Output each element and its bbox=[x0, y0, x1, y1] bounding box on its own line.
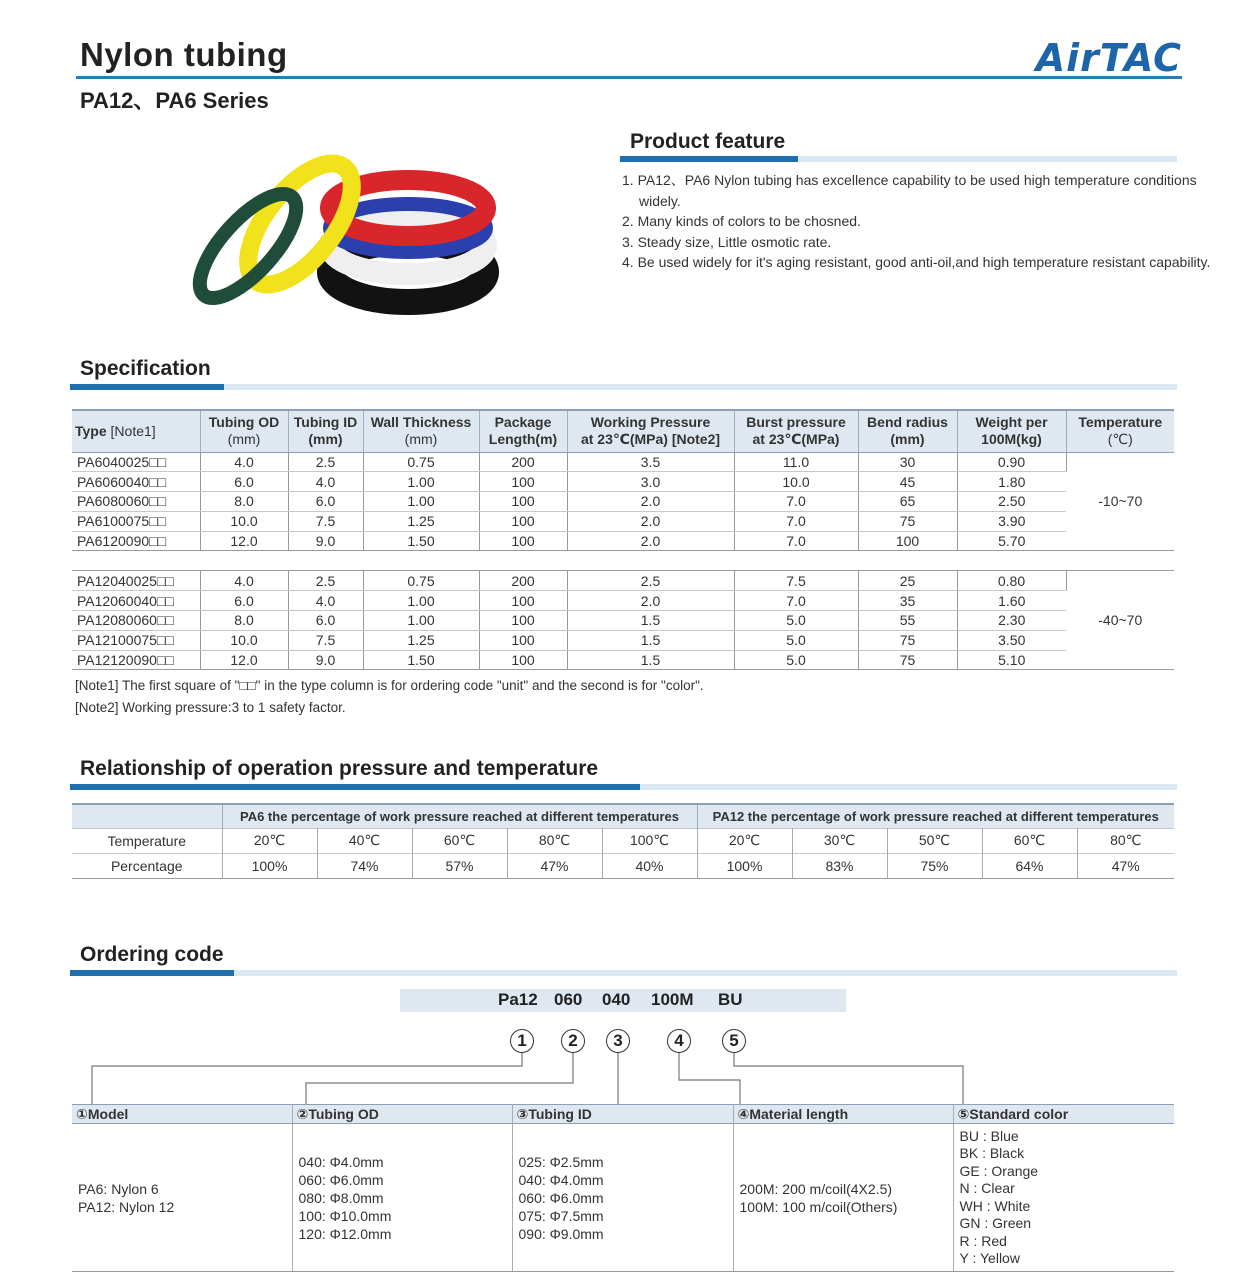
spec-cell: 75 bbox=[858, 630, 957, 650]
spec-cell: 6.0 bbox=[288, 611, 363, 631]
brand-logo: AirTAC bbox=[1035, 36, 1182, 80]
spec-cell: 7.0 bbox=[734, 531, 858, 551]
pa12-temp-cell: 80℃ bbox=[1077, 828, 1174, 853]
ordering-bar bbox=[70, 970, 1177, 976]
spec-cell: 1.5 bbox=[567, 630, 734, 650]
pa12-pct-cell: 64% bbox=[982, 853, 1077, 878]
spec-cell: 3.50 bbox=[957, 630, 1066, 650]
code-part-od: 060 bbox=[554, 990, 583, 1009]
spec-type-cell: PA12080060□□ bbox=[72, 611, 200, 631]
length-cell bbox=[733, 1124, 953, 1272]
pa6-header: PA6 the percentage of work pressure reached at different temperatures bbox=[222, 804, 697, 828]
ordering-header-row bbox=[72, 1105, 1174, 1124]
col-wall: Wall Thickness (mm) bbox=[363, 410, 479, 452]
spec-cell: 2.50 bbox=[957, 492, 1066, 512]
spec-row-pa6 bbox=[72, 452, 1174, 472]
spec-cell: 5.0 bbox=[734, 630, 858, 650]
spec-cell: 2.0 bbox=[567, 492, 734, 512]
spec-cell: 1.00 bbox=[363, 472, 479, 492]
spec-type-cell: PA12040025□□ bbox=[72, 571, 200, 591]
id-cell bbox=[512, 1124, 733, 1272]
spec-cell: 100 bbox=[479, 650, 567, 670]
spec-cell: 1.5 bbox=[567, 611, 734, 631]
spec-cell: 2.0 bbox=[567, 591, 734, 611]
code-part-length: 100M bbox=[651, 990, 694, 1009]
spec-cell: 1.00 bbox=[363, 492, 479, 512]
spec-cell: 12.0 bbox=[200, 531, 288, 551]
hdr-color: ⑤Standard color bbox=[953, 1105, 1174, 1124]
spec-cell: 2.30 bbox=[957, 611, 1066, 631]
specification-bar bbox=[70, 384, 1177, 390]
spec-type-cell: PA6100075□□ bbox=[72, 511, 200, 531]
col-weight: Weight per 100M(kg) bbox=[957, 410, 1066, 452]
spec-cell: 100 bbox=[479, 531, 567, 551]
relationship-heading: Relationship of operation pressure and temperature bbox=[80, 757, 599, 780]
spec-cell: 200 bbox=[479, 452, 567, 472]
spec-cell: 75 bbox=[858, 511, 957, 531]
pa12-temp-cell: 30℃ bbox=[792, 828, 887, 853]
ordering-heading: Ordering code bbox=[80, 943, 224, 966]
connector-2 bbox=[306, 1053, 573, 1104]
spec-cell: 2.0 bbox=[567, 511, 734, 531]
nylon-tubing-coils-image bbox=[170, 150, 500, 320]
ordering-table bbox=[72, 1104, 1174, 1272]
pa12-pct-cell: 75% bbox=[887, 853, 982, 878]
specification-table bbox=[72, 409, 1174, 670]
spec-cell: 8.0 bbox=[200, 492, 288, 512]
title-rule bbox=[76, 76, 1182, 79]
spec-notes bbox=[75, 675, 704, 719]
list-line: BK : Black bbox=[959, 1145, 1025, 1161]
pa6-temp-cell: 100℃ bbox=[602, 828, 697, 853]
spec-cell: 100 bbox=[479, 630, 567, 650]
spec-row-pa6 bbox=[72, 492, 1174, 512]
spec-cell: 6.0 bbox=[288, 492, 363, 512]
list-line: PA12: Nylon 12 bbox=[78, 1198, 175, 1215]
marker-2: 2 bbox=[561, 1029, 585, 1053]
product-feature-bar bbox=[620, 156, 1177, 162]
spec-cell: 100 bbox=[479, 611, 567, 631]
pa12-pct-cell: 83% bbox=[792, 853, 887, 878]
spec-cell: 45 bbox=[858, 472, 957, 492]
list-line: 100M: 100 m/coil(Others) bbox=[739, 1198, 898, 1215]
col-burst-pressure: Burst pressure at 23℃(MPa) bbox=[734, 410, 858, 452]
spec-cell: 4.0 bbox=[288, 591, 363, 611]
rel-temp-label: Temperature bbox=[72, 828, 222, 853]
list-line: 075: Φ7.5mm bbox=[518, 1207, 604, 1224]
marker-3: 3 bbox=[606, 1029, 630, 1053]
col-type: Type [Note1] bbox=[72, 410, 200, 452]
hdr-length: ④Material length bbox=[733, 1105, 953, 1124]
spec-cell: 5.0 bbox=[734, 650, 858, 670]
spec-cell: 75 bbox=[858, 650, 957, 670]
spec-type-cell: PA12060040□□ bbox=[72, 591, 200, 611]
spec-cell: 7.5 bbox=[288, 630, 363, 650]
spec-cell: 1.25 bbox=[363, 511, 479, 531]
feature-list bbox=[622, 170, 1212, 273]
spec-cell: 6.0 bbox=[200, 591, 288, 611]
spec-cell: 3.0 bbox=[567, 472, 734, 492]
marker-1: 1 bbox=[510, 1029, 534, 1053]
list-line: 100: Φ10.0mm bbox=[298, 1207, 392, 1224]
col-package: Package Length(m) bbox=[479, 410, 567, 452]
spec-row-pa6 bbox=[72, 472, 1174, 492]
rel-temperature-row bbox=[72, 828, 1174, 853]
spec-cell: 2.0 bbox=[567, 531, 734, 551]
spec-type-cell: PA6080060□□ bbox=[72, 492, 200, 512]
spec-cell: 1.60 bbox=[957, 591, 1066, 611]
model-cell bbox=[72, 1124, 292, 1272]
spec-cell: 2.5 bbox=[288, 452, 363, 472]
spec-cell: 1.50 bbox=[363, 531, 479, 551]
spec-cell: 100 bbox=[479, 511, 567, 531]
pa12-temp-cell: 50℃ bbox=[887, 828, 982, 853]
list-line: GE : Orange bbox=[959, 1162, 1039, 1179]
spec-body bbox=[72, 452, 1174, 670]
feature-item: 4. Be used widely for it's aging resistant, good anti-oil,and high temperature resistant capability. bbox=[622, 254, 1211, 270]
spec-cell: 0.75 bbox=[363, 452, 479, 472]
spec-cell: 6.0 bbox=[200, 472, 288, 492]
specification-heading: Specification bbox=[80, 357, 211, 380]
spec-cell: 10.0 bbox=[734, 472, 858, 492]
spec-type-cell: PA12120090□□ bbox=[72, 650, 200, 670]
note-2: [Note2] Working pressure:3 to 1 safety factor. bbox=[75, 700, 346, 715]
pa6-pct-cell: 47% bbox=[507, 853, 602, 878]
spec-cell: 11.0 bbox=[734, 452, 858, 472]
spec-cell: 4.0 bbox=[200, 452, 288, 472]
spec-cell: 7.0 bbox=[734, 511, 858, 531]
spec-cell: 0.75 bbox=[363, 571, 479, 591]
spec-temperature-cell: -10~70 bbox=[1066, 452, 1174, 551]
feature-item: 2. Many kinds of colors to be chosned. bbox=[622, 213, 861, 229]
color-cell bbox=[953, 1124, 1174, 1272]
spec-cell: 1.80 bbox=[957, 472, 1066, 492]
spec-cell: 5.0 bbox=[734, 611, 858, 631]
spec-type-cell: PA6060040□□ bbox=[72, 472, 200, 492]
hdr-od: ②Tubing OD bbox=[292, 1105, 512, 1124]
page-subtitle: PA12、PA6 Series bbox=[80, 88, 269, 113]
code-part-color: BU bbox=[718, 990, 743, 1009]
list-line: 060: Φ6.0mm bbox=[298, 1171, 384, 1188]
page-title: Nylon tubing bbox=[80, 36, 288, 73]
col-id: Tubing ID (mm) bbox=[288, 410, 363, 452]
spec-cell: 65 bbox=[858, 492, 957, 512]
pa12-header: PA12 the percentage of work pressure reached at different temperatures bbox=[697, 804, 1174, 828]
list-line: PA6: Nylon 6 bbox=[78, 1180, 159, 1197]
spec-cell: 0.80 bbox=[957, 571, 1066, 591]
col-temperature: Temperature (℃) bbox=[1066, 410, 1174, 452]
spec-cell: 1.25 bbox=[363, 630, 479, 650]
spec-cell: 5.10 bbox=[957, 650, 1066, 670]
marker-4: 4 bbox=[667, 1029, 691, 1053]
spec-cell: 200 bbox=[479, 571, 567, 591]
pa6-pct-cell: 57% bbox=[412, 853, 507, 878]
col-bend-radius: Bend radius (mm) bbox=[858, 410, 957, 452]
code-part-id: 040 bbox=[602, 990, 631, 1009]
hdr-model: ①Model bbox=[72, 1105, 292, 1124]
ordering-values-row bbox=[72, 1124, 1174, 1272]
spec-cell: 1.00 bbox=[363, 611, 479, 631]
product-feature-heading: Product feature bbox=[630, 130, 786, 153]
pa12-pct-cell: 47% bbox=[1077, 853, 1174, 878]
spec-cell: 3.90 bbox=[957, 511, 1066, 531]
spec-cell: 9.0 bbox=[288, 531, 363, 551]
list-line: BU : Blue bbox=[959, 1127, 1019, 1144]
spec-cell: 100 bbox=[479, 492, 567, 512]
spec-cell: 55 bbox=[858, 611, 957, 631]
pa12-pct-cell: 100% bbox=[697, 853, 792, 878]
spec-cell: 100 bbox=[858, 531, 957, 551]
spec-cell: 4.0 bbox=[200, 571, 288, 591]
hdr-id: ③Tubing ID bbox=[512, 1105, 733, 1124]
list-line: WH : White bbox=[959, 1197, 1031, 1214]
rel-header-row bbox=[72, 804, 1174, 828]
spec-row-pa12 bbox=[72, 630, 1174, 650]
spec-cell: 1.50 bbox=[363, 650, 479, 670]
ordering-connectors bbox=[0, 1050, 1252, 1106]
spec-type-cell: PA6120090□□ bbox=[72, 531, 200, 551]
spec-row-pa6 bbox=[72, 531, 1174, 551]
feature-item: 3. Steady size, Little osmotic rate. bbox=[622, 233, 832, 250]
spec-row-pa12 bbox=[72, 571, 1174, 591]
spec-row-pa12 bbox=[72, 591, 1174, 611]
pa12-temp-cell: 20℃ bbox=[697, 828, 792, 853]
rel-corner bbox=[72, 804, 222, 828]
connector-1 bbox=[92, 1053, 522, 1104]
code-part-model: Pa12 bbox=[498, 990, 538, 1009]
spec-temperature-cell: -40~70 bbox=[1066, 571, 1174, 670]
od-cell bbox=[292, 1124, 512, 1272]
spec-cell: 1.5 bbox=[567, 650, 734, 670]
list-line: 200M: 200 m/coil(4X2.5) bbox=[739, 1180, 893, 1197]
spec-row-pa12 bbox=[72, 650, 1174, 670]
spec-header-row bbox=[72, 410, 1174, 452]
pa12-temp-cell: 60℃ bbox=[982, 828, 1077, 853]
list-line: GN : Green bbox=[959, 1215, 1032, 1231]
spec-cell: 10.0 bbox=[200, 511, 288, 531]
connector-5 bbox=[734, 1053, 963, 1104]
spec-cell: 25 bbox=[858, 571, 957, 591]
pa6-temp-cell: 60℃ bbox=[412, 828, 507, 853]
spec-cell: 7.5 bbox=[734, 571, 858, 591]
spec-cell: 2.5 bbox=[288, 571, 363, 591]
spec-cell: 1.00 bbox=[363, 591, 479, 611]
spec-cell: 8.0 bbox=[200, 611, 288, 631]
list-line: R : Red bbox=[959, 1232, 1007, 1249]
col-working-pressure: Working Pressure at 23℃(MPa) [Note2] bbox=[567, 410, 734, 452]
list-line: 120: Φ12.0mm bbox=[298, 1225, 392, 1242]
list-line: 080: Φ8.0mm bbox=[298, 1189, 384, 1206]
spec-gap-row bbox=[72, 551, 1174, 571]
pa6-pct-cell: 100% bbox=[222, 853, 317, 878]
list-line: N : Clear bbox=[959, 1180, 1015, 1196]
spec-cell: 7.0 bbox=[734, 492, 858, 512]
list-line: 040: Φ4.0mm bbox=[518, 1171, 604, 1188]
spec-cell: 7.5 bbox=[288, 511, 363, 531]
pa6-pct-cell: 40% bbox=[602, 853, 697, 878]
spec-cell: 9.0 bbox=[288, 650, 363, 670]
spec-cell: 5.70 bbox=[957, 531, 1066, 551]
spec-cell: 7.0 bbox=[734, 591, 858, 611]
col-od: Tubing OD (mm) bbox=[200, 410, 288, 452]
spec-cell: 3.5 bbox=[567, 452, 734, 472]
spec-cell: 30 bbox=[858, 452, 957, 472]
pa6-temp-cell: 20℃ bbox=[222, 828, 317, 853]
marker-5: 5 bbox=[722, 1029, 746, 1053]
note-1: [Note1] The first square of "□□" in the type column is for ordering code "unit" and the second is for "color". bbox=[75, 678, 704, 693]
spec-cell: 10.0 bbox=[200, 630, 288, 650]
relationship-bar bbox=[70, 784, 1177, 790]
pa6-temp-cell: 40℃ bbox=[317, 828, 412, 853]
spec-type-cell: PA6040025□□ bbox=[72, 452, 200, 472]
list-line: 060: Φ6.0mm bbox=[518, 1189, 604, 1206]
spec-cell: 4.0 bbox=[288, 472, 363, 492]
spec-cell: 0.90 bbox=[957, 452, 1066, 472]
list-line: 090: Φ9.0mm bbox=[518, 1225, 604, 1242]
spec-row-pa12 bbox=[72, 611, 1174, 631]
relationship-table bbox=[72, 803, 1174, 879]
list-line: Y : Yellow bbox=[959, 1250, 1020, 1266]
pa6-temp-cell: 80℃ bbox=[507, 828, 602, 853]
pa6-pct-cell: 74% bbox=[317, 853, 412, 878]
spec-gap-cell bbox=[72, 551, 1174, 571]
spec-cell: 100 bbox=[479, 472, 567, 492]
spec-cell: 12.0 bbox=[200, 650, 288, 670]
feature-item: 1. PA12、PA6 Nylon tubing has excellence capability to be used high temperature conditions widely. bbox=[622, 172, 1197, 209]
connector-4 bbox=[679, 1053, 740, 1104]
spec-row-pa6 bbox=[72, 511, 1174, 531]
rel-percentage-row bbox=[72, 853, 1174, 878]
spec-cell: 2.5 bbox=[567, 571, 734, 591]
list-line: 040: Φ4.0mm bbox=[298, 1153, 384, 1170]
spec-type-cell: PA12100075□□ bbox=[72, 630, 200, 650]
spec-cell: 100 bbox=[479, 591, 567, 611]
spec-cell: 35 bbox=[858, 591, 957, 611]
list-line: 025: Φ2.5mm bbox=[518, 1153, 604, 1170]
rel-pct-label: Percentage bbox=[72, 853, 222, 878]
